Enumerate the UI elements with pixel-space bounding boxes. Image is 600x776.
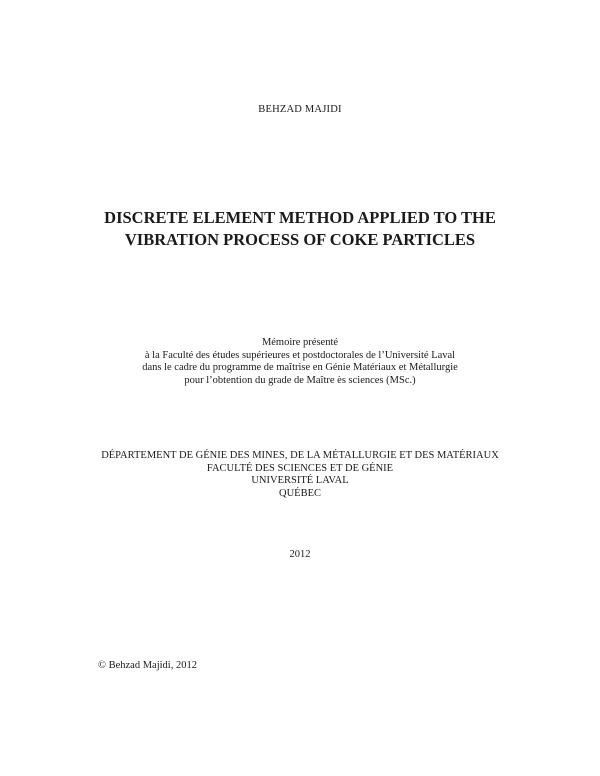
memoire-line-4: pour l’obtention du grade de Maître ès sciences (MSc.)	[184, 374, 416, 386]
thesis-title-line-2: VIBRATION PROCESS OF COKE PARTICLES	[124, 230, 476, 249]
memoire-line-2: à la Faculté des études supérieures et postdoctorales de l’Université Laval	[144, 349, 456, 361]
publication-year: 2012	[289, 549, 311, 560]
memoire-statement	[0, 337, 600, 387]
department-line-4: QUÉBEC	[279, 487, 321, 499]
department-line-2: FACULTÉ DES SCIENCES ET DE GÉNIE	[206, 462, 394, 474]
department-line-1: DÉPARTEMENT DE GÉNIE DES MINES, DE LA MÉTALLURGIE ET DES MATÉRIAUX	[101, 450, 499, 461]
memoire-line-3: dans le cadre du programme de maîtrise en Génie Matériaux et Métallurgie	[142, 362, 458, 373]
thesis-title	[0, 207, 600, 251]
department-line-3: UNIVERSITÉ LAVAL	[251, 475, 349, 486]
thesis-title-line-1: DISCRETE ELEMENT METHOD APPLIED TO THE	[104, 208, 496, 227]
department-block	[0, 450, 600, 500]
copyright-notice: © Behzad Majidi, 2012	[98, 660, 197, 671]
author-name: BEHZAD MAJIDI	[258, 104, 342, 115]
memoire-line-1: Mémoire présenté	[261, 337, 339, 348]
